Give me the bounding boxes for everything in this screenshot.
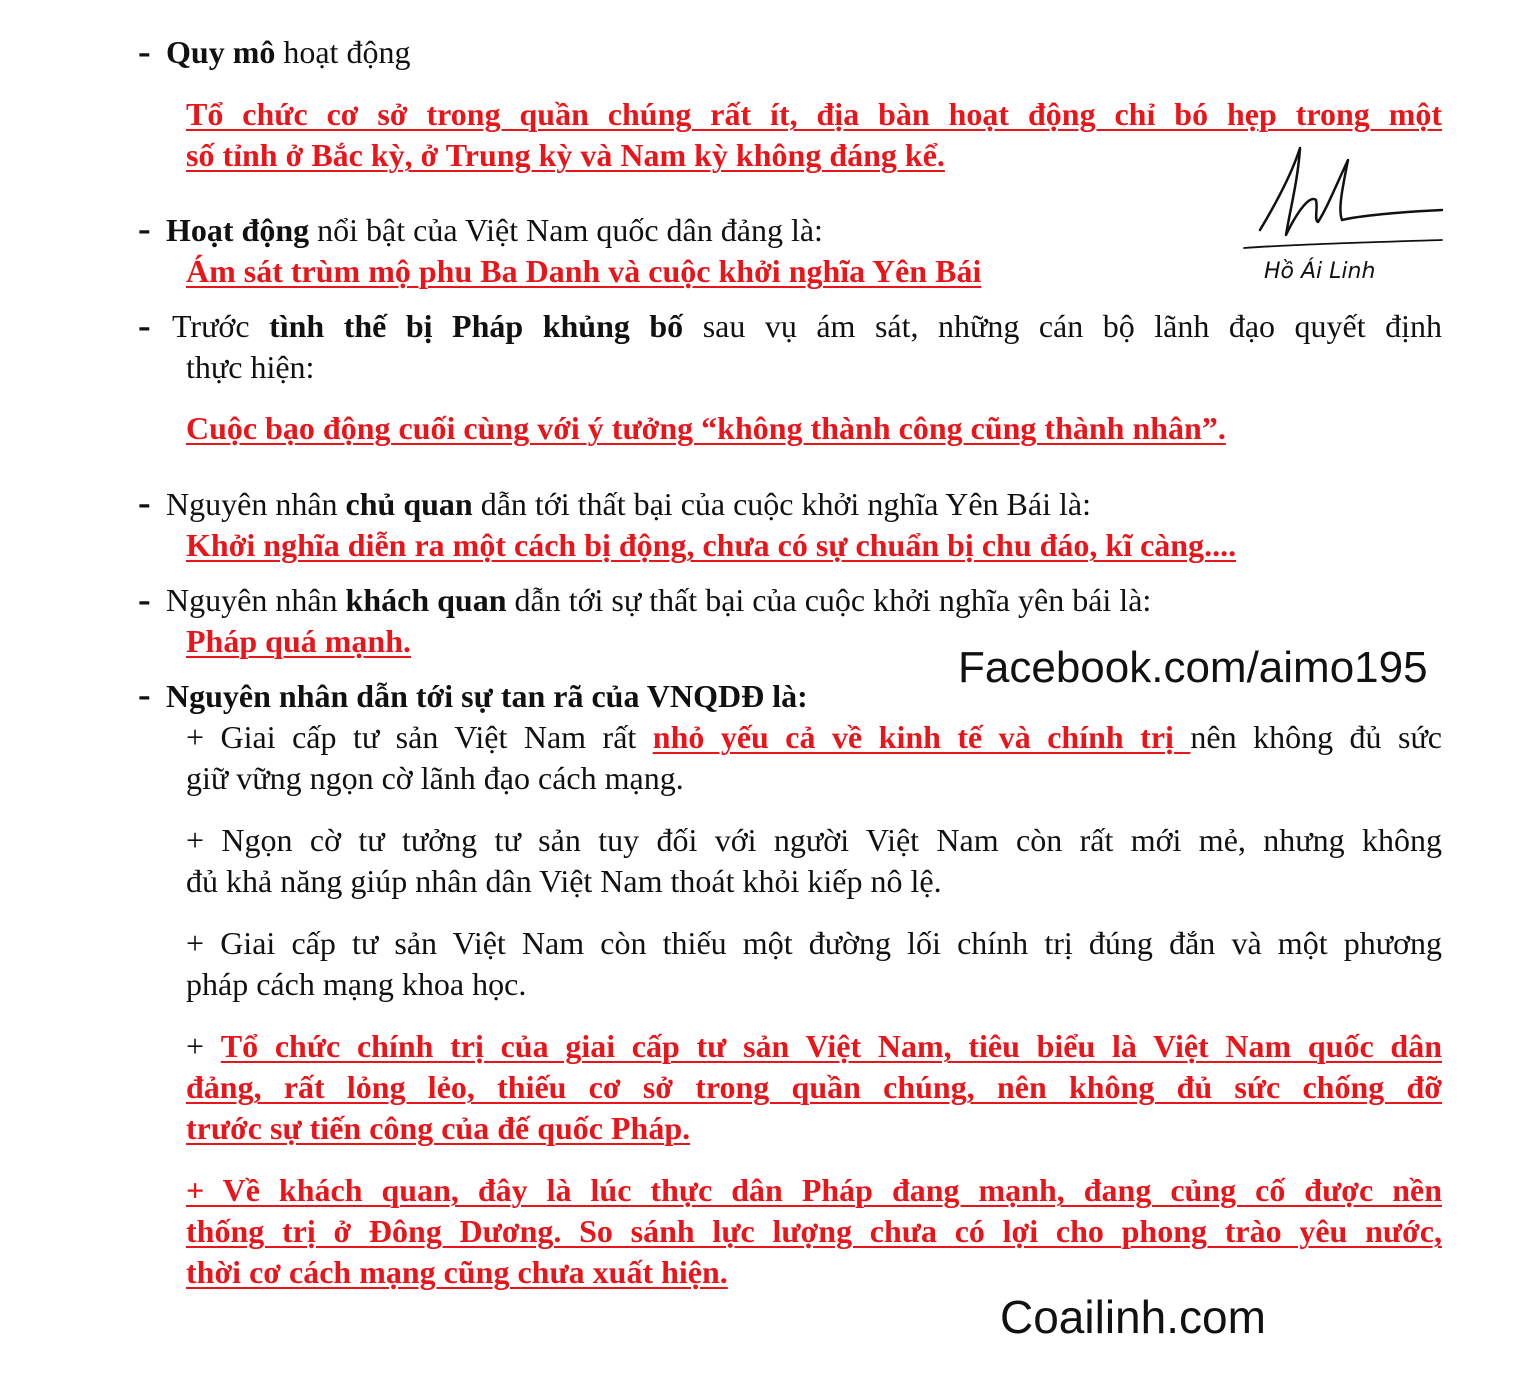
tan-ra-item2-line2: đủ khả năng giúp nhân dân Việt Nam thoát khỏi kiếp nô lệ. bbox=[186, 863, 942, 899]
heading-bold: Hoạt động bbox=[166, 212, 310, 248]
heading-bold: tình thế bị Pháp khủng bố bbox=[269, 308, 684, 344]
tan-ra-item5-line2: thống trị ở Đông Dương. So sánh lực lượng chưa có lợi cho phong trào yêu nước, bbox=[186, 1213, 1442, 1249]
item1-post: nên không đủ sức bbox=[1190, 719, 1443, 755]
answer-hoat-dong: Ám sát trùm mộ phu Ba Danh và cuộc khởi nghĩa Yên Bái bbox=[186, 253, 982, 289]
signature-icon bbox=[1238, 140, 1448, 290]
heading-rest: hoạt động bbox=[275, 34, 411, 70]
bullet-dash: - bbox=[138, 674, 151, 716]
section-hoat-dong-heading bbox=[166, 210, 823, 250]
item1-red: nhỏ yếu cả về kinh tế và chính trị bbox=[652, 719, 1191, 755]
heading-rest: nổi bật của Việt Nam quốc dân đảng là: bbox=[309, 212, 823, 248]
heading-bold: khách quan bbox=[345, 582, 507, 618]
bullet-dash: - bbox=[138, 31, 151, 73]
answer-quy-mo-line2: số tỉnh ở Bắc kỳ, ở Trung kỳ và Nam kỳ không đáng kể. bbox=[186, 137, 945, 173]
heading-bold: chủ quan bbox=[345, 486, 473, 522]
tan-ra-item2-line1: + Ngọn cờ tư tưởng tư sản tuy đối với người Việt Nam còn rất mới mẻ, nhưng không bbox=[186, 822, 1442, 858]
heading-rest: dẫn tới thất bại của cuộc khởi nghĩa Yên Bái là: bbox=[472, 486, 1091, 522]
facebook-watermark: Facebook.com/aimo195 bbox=[958, 643, 1428, 692]
answer-tinh-the: Cuộc bạo động cuối cùng với ý tưởng “không thành công cũng thành nhân”. bbox=[186, 410, 1226, 446]
site-watermark: Coailinh.com bbox=[1000, 1291, 1266, 1343]
heading-pre: Nguyên nhân bbox=[166, 486, 346, 522]
section-tinh-the-heading bbox=[172, 306, 1442, 346]
answer-khach-quan: Pháp quá mạnh. bbox=[186, 623, 411, 659]
item4-plus: + bbox=[186, 1028, 221, 1064]
section-tan-ra-heading: Nguyên nhân dẫn tới sự tan rã của VNQDĐ là: bbox=[166, 678, 808, 714]
section-chu-quan-heading bbox=[166, 484, 1091, 524]
answer-chu-quan: Khởi nghĩa diễn ra một cách bị động, chưa có sự chuẩn bị chu đáo, kĩ càng.... bbox=[186, 527, 1237, 563]
answer-quy-mo-line1: Tổ chức cơ sở trong quần chúng rất ít, địa bàn hoạt động chỉ bó hẹp trong một bbox=[186, 96, 1442, 132]
tan-ra-item1-line1 bbox=[186, 717, 1442, 757]
heading-rest: dẫn tới sự thất bại của cuộc khởi nghĩa yên bái là: bbox=[506, 582, 1152, 618]
section-quy-mo-heading bbox=[166, 32, 410, 72]
section-tinh-the-line2: thực hiện: bbox=[186, 349, 315, 385]
heading-bold: Quy mô bbox=[166, 34, 276, 70]
tan-ra-item4-line1 bbox=[186, 1026, 1442, 1066]
tan-ra-item5-line1: + Về khách quan, đây là lúc thực dân Pháp đang mạnh, đang củng cố được nền bbox=[186, 1172, 1442, 1208]
bullet-dash: - bbox=[138, 579, 151, 621]
heading-pre: Trước bbox=[172, 308, 270, 344]
bullet-dash: - bbox=[138, 208, 151, 250]
bullet-dash: - bbox=[138, 482, 151, 524]
tan-ra-item4-line3: trước sự tiến công của đế quốc Pháp. bbox=[186, 1110, 691, 1146]
tan-ra-item5-line3: thời cơ cách mạng cũng chưa xuất hiện. bbox=[186, 1254, 728, 1290]
heading-pre: Nguyên nhân bbox=[166, 582, 346, 618]
signature-name: Hồ Ái Linh bbox=[1264, 259, 1376, 284]
tan-ra-item4-line2: đảng, rất lỏng lẻo, thiếu cơ sở trong quần chúng, nên không đủ sức chống đỡ bbox=[186, 1069, 1442, 1105]
section-khach-quan-heading bbox=[166, 580, 1151, 620]
item1-pre: + Giai cấp tư sản Việt Nam rất bbox=[186, 719, 653, 755]
tan-ra-item1-line2: giữ vững ngọn cờ lãnh đạo cách mạng. bbox=[186, 760, 684, 796]
tan-ra-item3-line1: + Giai cấp tư sản Việt Nam còn thiếu một đường lối chính trị đúng đắn và một phương bbox=[186, 925, 1442, 961]
tan-ra-item3-line2: pháp cách mạng khoa học. bbox=[186, 966, 527, 1002]
bullet-dash: - bbox=[138, 305, 151, 347]
heading-rest: sau vụ ám sát, những cán bộ lãnh đạo quyết định bbox=[683, 308, 1443, 344]
item4-red-line1: Tổ chức chính trị của giai cấp tư sản Việt Nam, tiêu biểu là Việt Nam quốc dân bbox=[220, 1028, 1443, 1064]
